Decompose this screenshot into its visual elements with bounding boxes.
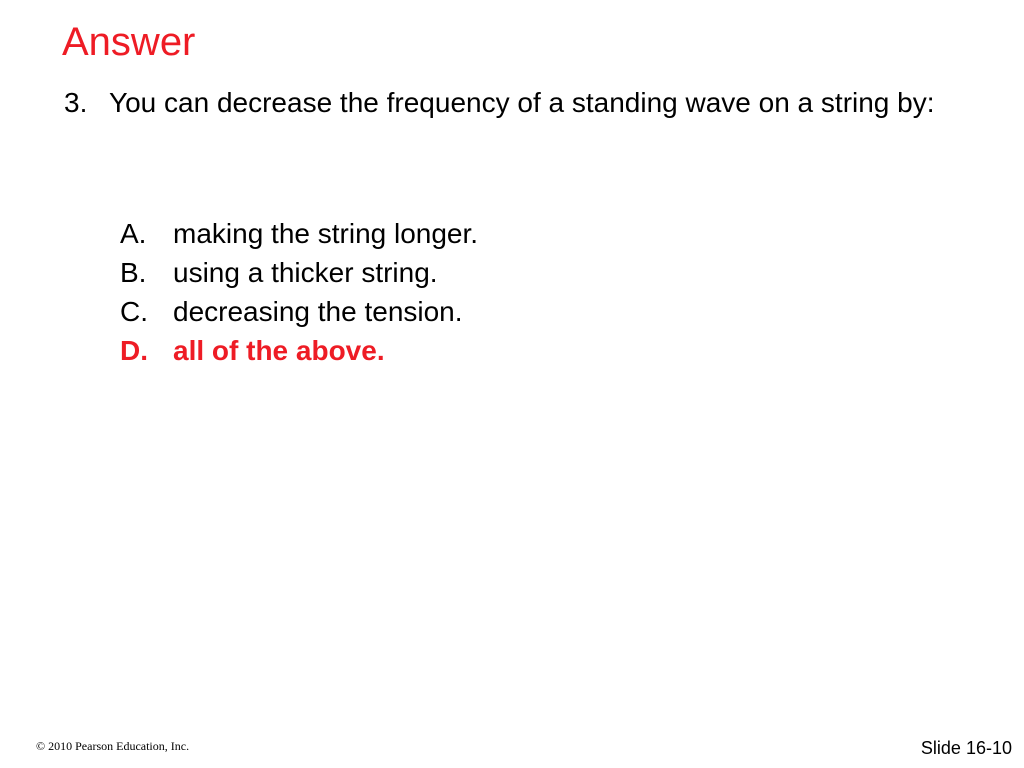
option-letter: B. (120, 257, 147, 288)
option-letter: D. (120, 335, 148, 366)
option-text: making the string longer. (173, 218, 479, 249)
slide-number: Slide 16-10 (920, 738, 1012, 758)
option-text: using a thicker string. (173, 257, 438, 288)
copyright-notice: © 2010 Pearson Education, Inc. (36, 739, 190, 753)
slide-title: Answer (62, 20, 196, 64)
option-letter: C. (120, 296, 148, 327)
question-number: 3. (64, 87, 88, 118)
option-text: all of the above. (173, 335, 385, 366)
option-letter: A. (120, 218, 147, 249)
question-text: You can decrease the frequency of a standing wave on a string by: (109, 87, 935, 118)
option-text: decreasing the tension. (173, 296, 463, 327)
